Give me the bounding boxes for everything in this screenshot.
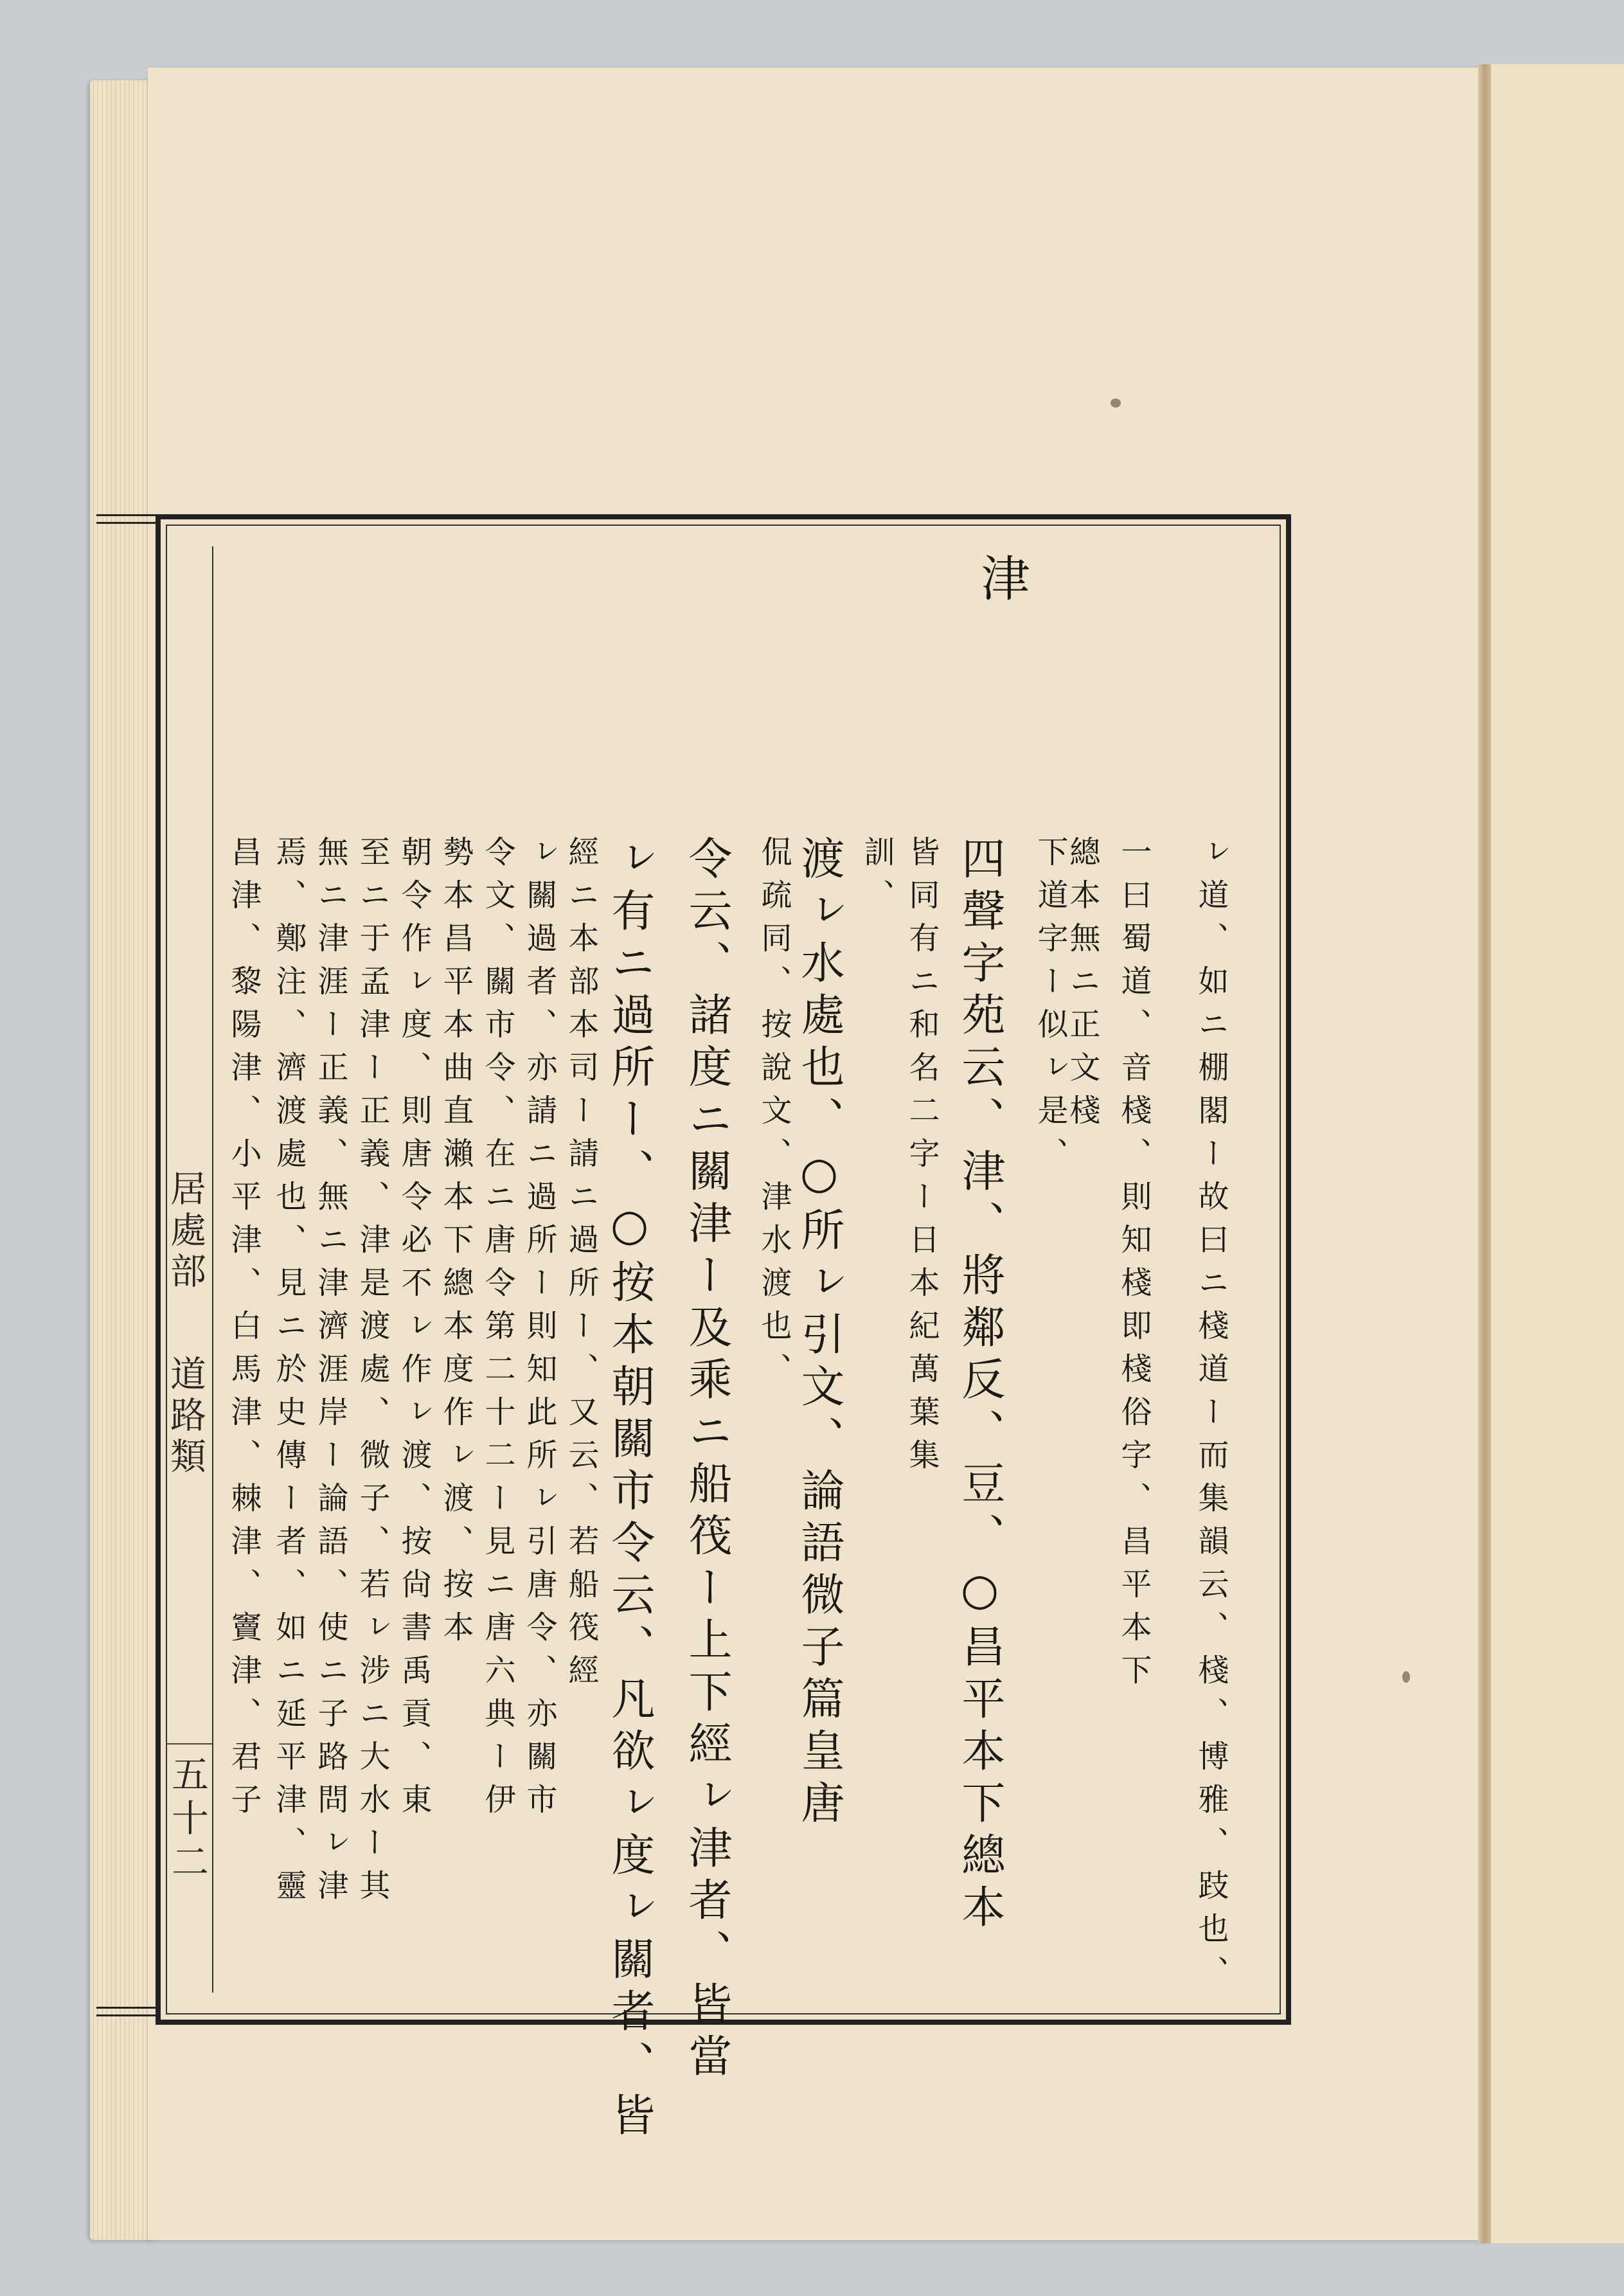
paper-spot: [1111, 399, 1121, 408]
text-column: 侃疏同、按說文、津水渡也、: [756, 836, 792, 1395]
paper-spot: [1402, 1671, 1410, 1683]
text-column: 總本無ニ正文棧: [1064, 836, 1100, 1137]
text-column: 朝令作ㇾ度、則唐令必不ㇾ作ㇾ渡、按尙書禹貢、東: [396, 836, 432, 1826]
text-column: 四聲字苑云、津、將鄰反、豆、○昌平本下總本: [954, 836, 1005, 1936]
text-column: 焉、鄭注、濟渡處也、見ニ於史傳ー者、如ニ延平津、靈: [271, 836, 307, 1912]
text-column: 至ニ于孟津ー正義、津是渡處、微子、若ㇾ涉ニ大水ー其: [354, 836, 390, 1912]
margin-title: 居處部: [165, 1170, 206, 1293]
page-edges: [90, 80, 154, 2240]
text-column: ㇾ道、如ニ棚閣ー故曰ニ棧道ー而集韻云、棧、博雅、跂也、: [1193, 836, 1229, 1998]
text-column: 訓、: [859, 836, 895, 922]
text-column: 無ニ津涯ー正義、無ニ津濟涯岸ー論語、使ニ子路問ㇾ津: [312, 836, 348, 1912]
page-stack-rule: [96, 522, 158, 524]
margin-rule: [212, 546, 213, 1993]
text-column: 令文、關市令、在ニ唐令第二十二ー見ニ唐六典ー伊: [479, 836, 515, 1826]
entry-heading: 津: [973, 553, 1030, 602]
text-column: 令云、諸度ニ關津ー及乘ニ船筏ー上下經ㇾ津者、皆當: [681, 836, 732, 2085]
page-stack-rule: [96, 2007, 158, 2009]
page-number-rule: [166, 1743, 212, 1744]
margin-section: 道路類: [165, 1355, 206, 1478]
right-page-edge: [1491, 64, 1624, 2243]
text-column: 昌津、黎陽津、小平津、白馬津、棘津、竇津、君子: [226, 836, 262, 1826]
text-column: 一曰蜀道、音棧、則知棧即棧俗字、昌平本下: [1116, 836, 1152, 1697]
text-column: 經ニ本部本司ー請ニ過所ー、又云、若船筏經: [563, 836, 599, 1697]
page-number: 五十二: [165, 1755, 209, 1886]
page-stack-rule: [96, 2014, 158, 2016]
text-column: 渡ㇾ水處也、○所ㇾ引文、論語微子篇皇唐: [794, 836, 844, 1832]
text-column: 下道字ー似ㇾ是、: [1032, 836, 1068, 1180]
text-column: 勢本昌平本曲直瀨本下總本度作ㇾ渡、按本: [438, 836, 474, 1654]
text-column: ㇾ有ニ過所ー、○按本朝關市令云、凡欲ㇾ度ㇾ關者、皆: [604, 836, 655, 2144]
text-column: 皆同有ニ和名二字ー日本紀萬葉集: [904, 836, 940, 1482]
page-stack-rule: [96, 514, 158, 516]
book-gutter: [1478, 64, 1491, 2243]
text-column: ㇾ關過者、亦請ニ過所ー則知此所ㇾ引唐令、亦關市: [521, 836, 557, 1826]
